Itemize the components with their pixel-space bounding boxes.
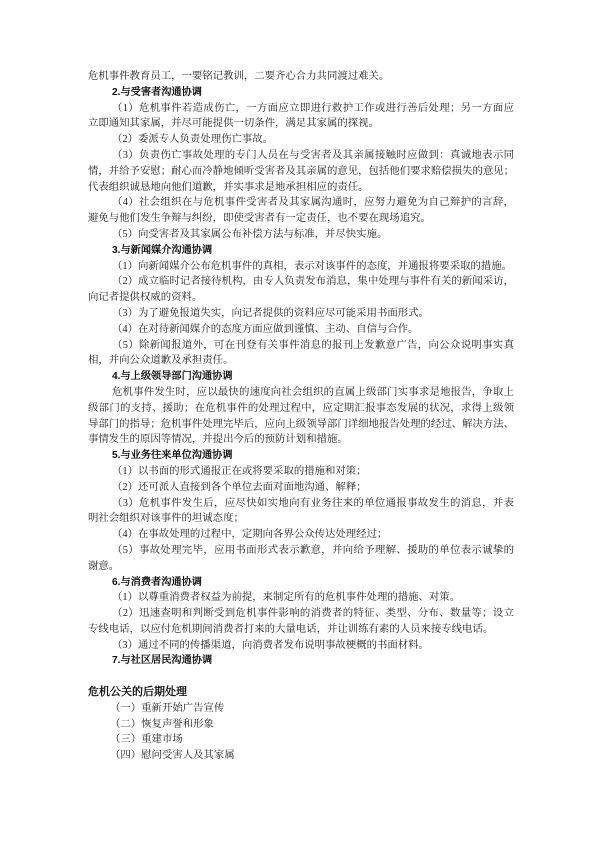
text-line: （4）社会组织在与危机事件受害者及其家属沟通时，应努力避免为自己辩护的言辞， bbox=[112, 197, 514, 209]
section-heading: 3.与新闻媒介沟通协调 bbox=[112, 244, 213, 256]
aftermath-item: （三）重建市场 bbox=[110, 734, 183, 746]
section-business-partners bbox=[88, 448, 514, 574]
text-line: （3）通过不同的传播渠道，向消费者发布说明事故梗概的书面材料。 bbox=[112, 639, 429, 651]
aftermath-item: （二）恢复声誉和形象 bbox=[110, 718, 214, 730]
aftermath-item: （一）重新开始广告宣传 bbox=[110, 702, 225, 714]
paragraph bbox=[88, 638, 514, 654]
text-line: 导部门的指导；危机事件处理完毕后，应向上级领导部门详细地报告处理的经过、解决方法、 bbox=[88, 418, 515, 430]
text-line: （1）以尊重消费者权益为前提，来制定所有的危机事件处理的措施、对策。 bbox=[112, 592, 461, 604]
paragraph bbox=[88, 385, 514, 448]
text-line: 专线电话，以应付危机期间消费者打来的大量电话，并让训练有素的人员来接专线电话。 bbox=[88, 623, 494, 635]
text-line: （3）危机事件发生后，应尽快如实地向有业务往来的单位通报事故发生的消息，并表 bbox=[112, 497, 514, 509]
text-line: （1）以书面的形式通报正在或将要采取的措施和对策； bbox=[112, 465, 367, 477]
paragraph bbox=[88, 306, 514, 322]
section-heading: 6.与消费者沟通协调 bbox=[112, 576, 202, 588]
text-line: （1）向新闻媒介公布危机事件的真相，表示对该事件的态度，并通报将要采取的措施。 bbox=[112, 260, 513, 272]
paragraph bbox=[88, 480, 514, 496]
text-line: 立即通知其家属，并尽可能提供一切条件，满足其家属的探视。 bbox=[88, 118, 379, 130]
section-heading: 7.与社区居民沟通协调 bbox=[112, 655, 213, 667]
text-line: 级部门的支持、援助；在危机事件的处理过程中，应定期汇报事态发展的状况，求得上级领 bbox=[88, 402, 514, 414]
paragraph bbox=[88, 148, 514, 195]
paragraph bbox=[88, 496, 514, 528]
paragraph bbox=[88, 322, 514, 338]
text-line: 情，并给予安慰；耐心而冷静地倾听受害者及其亲属的意见，包括他们要求赔偿损失的意见； bbox=[88, 165, 515, 177]
continuation-line: 危机事件教育员工，一要铭记教训，二要齐心合力共同渡过难关。 bbox=[88, 71, 390, 82]
text-line: （2）成立临时记者接待机构，由专人负责发布消息，集中处理与事件有关的新闻采访， bbox=[112, 276, 514, 288]
text-line: （2）还可派人直接到各个单位去面对面地沟通、解释； bbox=[112, 481, 367, 493]
text-line: （2）迅速查明和判断受到危机事件影响的消费者的特征、类型、分布、数量等；设立 bbox=[112, 608, 514, 620]
text-line: 明社会组织对该事件的坦诚态度； bbox=[88, 513, 244, 525]
section-media bbox=[88, 243, 514, 369]
text-line: （5）向受害者及其家属公布补偿方法与标准，并尽快实施。 bbox=[112, 228, 388, 240]
section-superiors bbox=[88, 369, 514, 448]
section-heading: 4.与上级领导部门沟通协调 bbox=[112, 371, 233, 383]
section-aftermath bbox=[88, 685, 514, 764]
section-heading: 2.与受害者沟通协调 bbox=[112, 86, 202, 98]
aftermath-heading: 危机公关的后期处理 bbox=[88, 686, 187, 699]
document-body bbox=[88, 69, 514, 764]
paragraph bbox=[88, 227, 514, 243]
paragraph bbox=[88, 543, 514, 575]
text-line: （3）负责伤亡事故处理的专门人员在与受害者及其亲属接触时应做到：真诚地表示同 bbox=[112, 149, 514, 161]
paragraph bbox=[88, 338, 514, 370]
text-line: （2）委派专人负责处理伤亡事故。 bbox=[112, 134, 274, 146]
text-line: （4）在事故处理的过程中，定期向各界公众传达处理经过； bbox=[112, 529, 388, 541]
paragraph bbox=[88, 464, 514, 480]
text-line: 事情发生的原因等情况，并提出今后的预防计划和措施。 bbox=[88, 434, 348, 446]
paragraph bbox=[88, 195, 514, 227]
section-heading: 5.与业务往来单位沟通协调 bbox=[112, 450, 233, 462]
paragraph bbox=[88, 606, 514, 638]
text-line: （3）为了避免报道失实，向记者提供的资料应尽可能采用书面形式。 bbox=[112, 307, 429, 319]
paragraph bbox=[88, 132, 514, 148]
paragraph bbox=[88, 259, 514, 275]
text-line: （5）事故处理完毕，应用书面形式表示歉意，并向给予理解、援助的单位表示诚挚的 bbox=[112, 544, 514, 556]
text-line: 避免与他们发生争辩与纠纷，即使受害者有一定责任，也不要在现场追究。 bbox=[88, 213, 431, 225]
text-line: 谢意。 bbox=[88, 560, 120, 572]
paragraph bbox=[88, 274, 514, 306]
paragraph bbox=[88, 101, 514, 133]
text-line: （5）除新闻报道外，可在刊登有关事件消息的报刊上发歉意广告，向公众说明事实真 bbox=[112, 339, 514, 351]
text-line: （4）在对待新闻媒介的态度方面应做到谨慎、主动、自信与合作。 bbox=[112, 323, 419, 335]
text-line: 相，并向公众道歉及承担责任。 bbox=[88, 355, 234, 367]
section-consumers bbox=[88, 575, 514, 654]
aftermath-item: （四）慰问受害人及其家属 bbox=[110, 750, 235, 762]
paragraph bbox=[88, 527, 514, 543]
text-line: 向记者提供权威的资料。 bbox=[88, 292, 203, 304]
text-line: （1）危机事件若造成伤亡，一方面应立即进行救护工作或进行善后处理；另一方面应 bbox=[112, 102, 514, 114]
text-line: 危机事件发生时，应以最快的速度向社会组织的直属上级部门实事求是地报告，争取上 bbox=[112, 386, 514, 398]
section-victims bbox=[88, 85, 514, 243]
paragraph bbox=[88, 590, 514, 606]
section-community bbox=[88, 653, 514, 669]
text-line: 代表组织诚恳地向他们道歉，并实事求是地承担相应的责任。 bbox=[88, 181, 369, 193]
